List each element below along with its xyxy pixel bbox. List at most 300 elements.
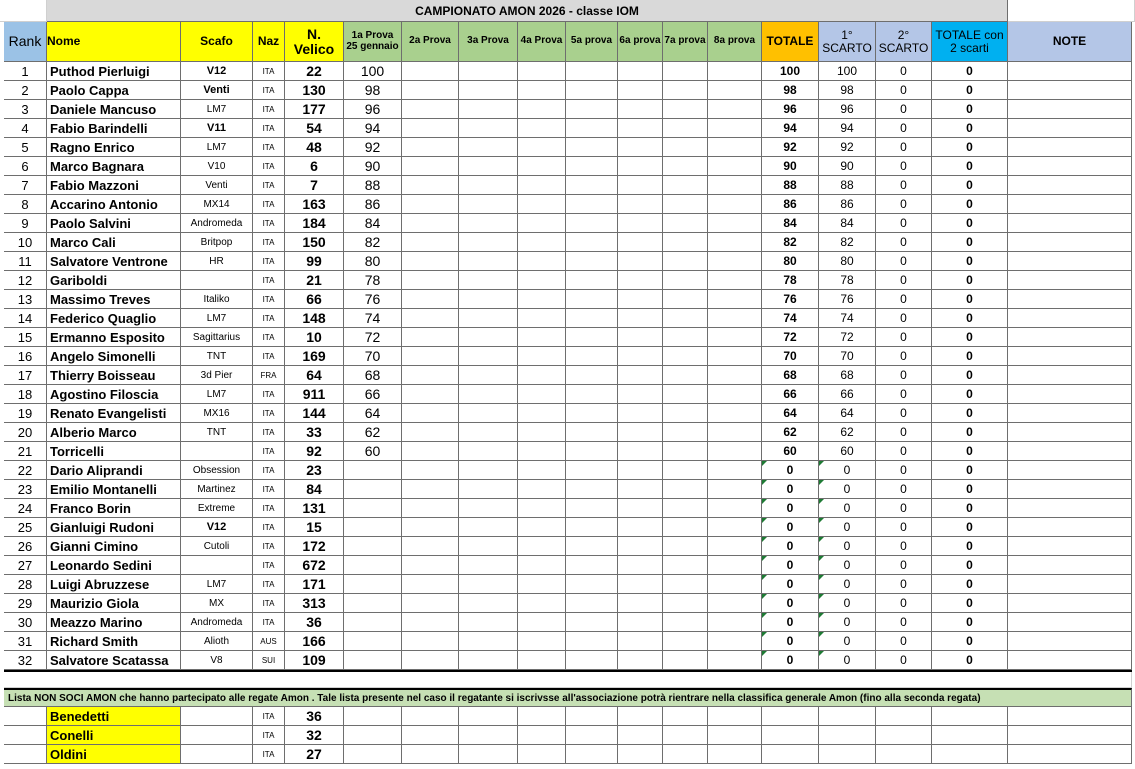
non-soci-hull-cell [181, 726, 253, 745]
prova-2-cell [402, 271, 459, 290]
header-totale-2-scarti [932, 22, 1008, 62]
sail-number-cell: 172 [285, 537, 344, 556]
name-cell: Leonardo Sedini [47, 556, 181, 575]
prova-8-cell [708, 556, 762, 575]
prova-6-cell [618, 347, 663, 366]
prova-6-cell [618, 138, 663, 157]
note-cell [1008, 613, 1132, 632]
prova-8-cell [708, 537, 762, 556]
note-cell [1008, 632, 1132, 651]
non-soci-sail-number-cell: 27 [285, 745, 344, 764]
non-soci-sail-number-cell: 32 [285, 726, 344, 745]
scarto-2-cell: 0 [876, 575, 932, 594]
totale-cell: 100 [762, 62, 819, 81]
prova-1-cell: 82 [344, 233, 402, 252]
non-soci-scarto-1-cell [819, 726, 876, 745]
prova-7-cell [663, 366, 708, 385]
note-cell [1008, 252, 1132, 271]
title-row-empty-cell [1008, 0, 1135, 22]
scarto-1-cell: 0 [819, 575, 876, 594]
prova-1-cell: 84 [344, 214, 402, 233]
prova-1-cell [344, 518, 402, 537]
totale-2-scarti-cell: 0 [932, 119, 1008, 138]
prova-2-cell [402, 119, 459, 138]
prova-2-cell [402, 252, 459, 271]
hull-cell: Alioth [181, 632, 253, 651]
scarto-1-cell: 68 [819, 366, 876, 385]
totale-cell: 66 [762, 385, 819, 404]
prova-7-cell [663, 119, 708, 138]
scarto-2-cell: 0 [876, 423, 932, 442]
name-cell: Daniele Mancuso [47, 100, 181, 119]
scarto-1-cell: 0 [819, 613, 876, 632]
rank-cell: 14 [4, 309, 47, 328]
prova-4-cell [518, 138, 566, 157]
prova-3-cell [459, 138, 518, 157]
totale-2-scarti-cell: 0 [932, 461, 1008, 480]
prova-8-cell [708, 461, 762, 480]
totale-2-scarti-cell: 0 [932, 252, 1008, 271]
scarto-1-cell: 0 [819, 499, 876, 518]
hull-cell: Cutoli [181, 537, 253, 556]
naz-cell: ITA [253, 195, 285, 214]
naz-cell: ITA [253, 309, 285, 328]
prova-3-cell [459, 499, 518, 518]
name-cell: Massimo Treves [47, 290, 181, 309]
prova-4-cell [518, 518, 566, 537]
scarto-1-cell: 94 [819, 119, 876, 138]
prova-7-cell [663, 214, 708, 233]
rank-cell: 26 [4, 537, 47, 556]
prova-4-cell [518, 575, 566, 594]
scarto-2-cell: 0 [876, 499, 932, 518]
naz-cell: ITA [253, 81, 285, 100]
prova-5-cell [566, 100, 618, 119]
header-scarto-2-line-2: SCARTO [878, 40, 929, 55]
note-cell [1008, 176, 1132, 195]
name-cell: Paolo Cappa [47, 81, 181, 100]
rank-cell: 30 [4, 613, 47, 632]
non-soci-prova-5-cell [566, 745, 618, 764]
prova-3-cell [459, 632, 518, 651]
prova-6-cell [618, 176, 663, 195]
totale-cell: 0 [762, 499, 819, 518]
sail-number-cell: 184 [285, 214, 344, 233]
rank-cell: 12 [4, 271, 47, 290]
non-soci-prova-3-cell [459, 726, 518, 745]
header-scarto-1-line-2: SCARTO [822, 40, 872, 55]
hull-cell: Venti [181, 176, 253, 195]
hull-cell: Venti [181, 81, 253, 100]
sail-number-cell: 36 [285, 613, 344, 632]
prova-7-cell [663, 176, 708, 195]
prova-4-cell [518, 404, 566, 423]
prova-4-cell [518, 328, 566, 347]
scarto-2-cell: 0 [876, 138, 932, 157]
hull-cell [181, 271, 253, 290]
sail-number-cell: 144 [285, 404, 344, 423]
prova-4-cell [518, 499, 566, 518]
prova-7-cell [663, 81, 708, 100]
non-soci-prova-7-cell [663, 745, 708, 764]
prova-7-cell [663, 347, 708, 366]
non-soci-prova-2-cell [402, 707, 459, 726]
scarto-1-cell: 60 [819, 442, 876, 461]
header-prova-6 [618, 22, 663, 62]
rank-cell: 32 [4, 651, 47, 670]
prova-3-cell [459, 613, 518, 632]
name-cell: Renato Evangelisti [47, 404, 181, 423]
prova-2-cell [402, 499, 459, 518]
prova-8-cell [708, 347, 762, 366]
non-soci-totale-2-scarti-cell [932, 726, 1008, 745]
scarto-2-cell: 0 [876, 480, 932, 499]
prova-4-cell [518, 195, 566, 214]
name-cell: Marco Cali [47, 233, 181, 252]
prova-7-cell [663, 252, 708, 271]
totale-cell: 0 [762, 518, 819, 537]
scarto-1-cell: 98 [819, 81, 876, 100]
prova-5-cell [566, 499, 618, 518]
name-cell: Paolo Salvini [47, 214, 181, 233]
prova-6-cell [618, 233, 663, 252]
prova-5-cell [566, 214, 618, 233]
prova-5-cell [566, 537, 618, 556]
prova-4-cell [518, 423, 566, 442]
prova-8-cell [708, 157, 762, 176]
scarto-2-cell: 0 [876, 290, 932, 309]
prova-1-cell [344, 651, 402, 670]
scarto-1-cell: 0 [819, 537, 876, 556]
scarto-1-cell: 96 [819, 100, 876, 119]
prova-7-cell [663, 594, 708, 613]
prova-2-cell [402, 366, 459, 385]
prova-8-cell [708, 499, 762, 518]
totale-2-scarti-cell: 0 [932, 328, 1008, 347]
prova-1-cell: 80 [344, 252, 402, 271]
prova-1-cell: 100 [344, 62, 402, 81]
header-prova-1-line-1: 1a Prova [351, 30, 394, 41]
totale-2-scarti-cell: 0 [932, 480, 1008, 499]
scarto-2-cell: 0 [876, 252, 932, 271]
totale-2-scarti-cell: 0 [932, 575, 1008, 594]
totale-cell: 70 [762, 347, 819, 366]
prova-4-cell [518, 556, 566, 575]
prova-1-cell: 74 [344, 309, 402, 328]
prova-8-cell [708, 62, 762, 81]
prova-5-cell [566, 404, 618, 423]
rank-cell: 23 [4, 480, 47, 499]
prova-5-cell [566, 309, 618, 328]
prova-8-cell [708, 328, 762, 347]
non-soci-note-cell [1008, 745, 1132, 764]
rank-cell: 19 [4, 404, 47, 423]
scarto-1-cell: 70 [819, 347, 876, 366]
non-soci-naz-cell: ITA [253, 726, 285, 745]
non-soci-hull-cell [181, 707, 253, 726]
header-scarto-1-line-1: 1° [841, 27, 853, 42]
prova-5-cell [566, 252, 618, 271]
totale-cell: 82 [762, 233, 819, 252]
prova-3-cell [459, 290, 518, 309]
scarto-1-cell: 0 [819, 480, 876, 499]
prova-8-cell [708, 290, 762, 309]
non-soci-note-cell [1008, 726, 1132, 745]
prova-7-cell [663, 195, 708, 214]
rank-cell: 8 [4, 195, 47, 214]
prova-8-cell [708, 100, 762, 119]
naz-cell: ITA [253, 423, 285, 442]
sail-number-cell: 7 [285, 176, 344, 195]
prova-5-cell [566, 575, 618, 594]
totale-cell: 0 [762, 480, 819, 499]
header-totale-2-scarti-line-1: TOTALE con [935, 27, 1004, 42]
prova-3-cell [459, 252, 518, 271]
prova-2-cell [402, 613, 459, 632]
prova-3-cell [459, 347, 518, 366]
prova-5-cell [566, 328, 618, 347]
naz-cell: ITA [253, 328, 285, 347]
prova-1-cell [344, 537, 402, 556]
non-soci-scarto-1-cell [819, 707, 876, 726]
prova-4-cell [518, 594, 566, 613]
scarto-2-cell: 0 [876, 632, 932, 651]
rank-cell: 3 [4, 100, 47, 119]
totale-cell: 84 [762, 214, 819, 233]
naz-cell: ITA [253, 480, 285, 499]
prova-8-cell [708, 613, 762, 632]
rank-cell: 9 [4, 214, 47, 233]
header-totale-2-scarti-line-2: 2 scarti [950, 40, 989, 55]
scarto-2-cell: 0 [876, 119, 932, 138]
prova-2-cell [402, 176, 459, 195]
scarto-2-cell: 0 [876, 556, 932, 575]
prova-5-cell [566, 480, 618, 499]
hull-cell: LM7 [181, 100, 253, 119]
prova-5-cell [566, 176, 618, 195]
sail-number-cell: 99 [285, 252, 344, 271]
sail-number-cell: 169 [285, 347, 344, 366]
header-prova-1-line-2: 25 gennaio [346, 40, 399, 52]
totale-2-scarti-cell: 0 [932, 81, 1008, 100]
hull-cell: V11 [181, 119, 253, 138]
sheet-title: CAMPIONATO AMON 2026 - classe IOM [47, 0, 1008, 22]
name-cell: Accarino Antonio [47, 195, 181, 214]
sail-number-cell: 109 [285, 651, 344, 670]
name-cell: Thierry Boisseau [47, 366, 181, 385]
note-cell [1008, 100, 1132, 119]
note-cell [1008, 195, 1132, 214]
totale-2-scarti-cell: 0 [932, 404, 1008, 423]
sail-number-cell: 64 [285, 366, 344, 385]
non-soci-prova-7-cell [663, 707, 708, 726]
totale-2-scarti-cell: 0 [932, 138, 1008, 157]
name-cell: Franco Borin [47, 499, 181, 518]
prova-6-cell [618, 385, 663, 404]
note-cell [1008, 518, 1132, 537]
prova-6-cell [618, 461, 663, 480]
name-cell: Gianluigi Rudoni [47, 518, 181, 537]
non-soci-scarto-1-cell [819, 745, 876, 764]
prova-8-cell [708, 632, 762, 651]
header-scarto-1 [819, 22, 876, 62]
prova-7-cell [663, 62, 708, 81]
prova-4-cell [518, 62, 566, 81]
prova-3-cell [459, 62, 518, 81]
hull-cell: LM7 [181, 385, 253, 404]
scarto-1-cell: 0 [819, 651, 876, 670]
prova-4-cell [518, 214, 566, 233]
hull-cell: Italiko [181, 290, 253, 309]
naz-cell: ITA [253, 499, 285, 518]
prova-1-cell: 76 [344, 290, 402, 309]
prova-4-cell [518, 309, 566, 328]
prova-6-cell [618, 214, 663, 233]
prova-1-cell [344, 461, 402, 480]
non-soci-name-cell: Conelli [47, 726, 181, 745]
totale-2-scarti-cell: 0 [932, 613, 1008, 632]
prova-5-cell [566, 461, 618, 480]
prova-1-cell: 96 [344, 100, 402, 119]
non-soci-prova-4-cell [518, 726, 566, 745]
note-cell [1008, 119, 1132, 138]
totale-2-scarti-cell: 0 [932, 385, 1008, 404]
name-cell: Fabio Barindelli [47, 119, 181, 138]
non-soci-rank-cell [4, 707, 47, 726]
name-cell: Angelo Simonelli [47, 347, 181, 366]
naz-cell: ITA [253, 62, 285, 81]
non-soci-name-cell: Oldini [47, 745, 181, 764]
scarto-2-cell: 0 [876, 613, 932, 632]
rank-cell: 2 [4, 81, 47, 100]
prova-6-cell [618, 366, 663, 385]
prova-6-cell [618, 100, 663, 119]
prova-1-cell [344, 556, 402, 575]
sail-number-cell: 171 [285, 575, 344, 594]
prova-6-cell [618, 518, 663, 537]
rank-cell: 15 [4, 328, 47, 347]
prova-3-cell [459, 119, 518, 138]
rank-cell: 31 [4, 632, 47, 651]
prova-1-cell [344, 594, 402, 613]
scarto-1-cell: 88 [819, 176, 876, 195]
prova-4-cell [518, 119, 566, 138]
non-soci-prova-5-cell [566, 726, 618, 745]
rank-cell: 13 [4, 290, 47, 309]
scarto-1-cell: 76 [819, 290, 876, 309]
prova-1-cell: 98 [344, 81, 402, 100]
prova-2-cell [402, 594, 459, 613]
prova-8-cell [708, 404, 762, 423]
prova-1-cell: 72 [344, 328, 402, 347]
scarto-1-cell: 84 [819, 214, 876, 233]
hull-cell: Obsession [181, 461, 253, 480]
totale-2-scarti-cell: 0 [932, 233, 1008, 252]
non-soci-note-cell [1008, 707, 1132, 726]
prova-5-cell [566, 613, 618, 632]
prova-6-cell [618, 404, 663, 423]
prova-4-cell [518, 613, 566, 632]
prova-4-cell [518, 442, 566, 461]
prova-1-cell: 94 [344, 119, 402, 138]
note-cell [1008, 290, 1132, 309]
rank-cell: 21 [4, 442, 47, 461]
non-soci-scarto-2-cell [876, 745, 932, 764]
non-soci-rank-cell [4, 726, 47, 745]
prova-5-cell [566, 233, 618, 252]
prova-8-cell [708, 81, 762, 100]
prova-7-cell [663, 423, 708, 442]
rank-cell: 11 [4, 252, 47, 271]
prova-1-cell: 70 [344, 347, 402, 366]
name-cell: Maurizio Giola [47, 594, 181, 613]
prova-4-cell [518, 157, 566, 176]
naz-cell: SUI [253, 651, 285, 670]
non-soci-prova-1-cell [344, 707, 402, 726]
header-prova-8 [708, 22, 762, 62]
prova-8-cell [708, 480, 762, 499]
prova-7-cell [663, 309, 708, 328]
non-soci-prova-2-cell [402, 726, 459, 745]
prova-5-cell [566, 290, 618, 309]
non-soci-prova-4-cell [518, 707, 566, 726]
prova-3-cell [459, 461, 518, 480]
scarto-2-cell: 0 [876, 347, 932, 366]
scarto-1-cell: 0 [819, 556, 876, 575]
note-cell [1008, 575, 1132, 594]
prova-5-cell [566, 138, 618, 157]
hull-cell: Extreme [181, 499, 253, 518]
sail-number-cell: 33 [285, 423, 344, 442]
prova-2-cell [402, 480, 459, 499]
scarto-1-cell: 0 [819, 518, 876, 537]
note-cell [1008, 461, 1132, 480]
prova-2-cell [402, 556, 459, 575]
totale-2-scarti-cell: 0 [932, 195, 1008, 214]
note-cell [1008, 385, 1132, 404]
totale-cell: 68 [762, 366, 819, 385]
scarto-2-cell: 0 [876, 214, 932, 233]
prova-7-cell [663, 613, 708, 632]
prova-8-cell [708, 233, 762, 252]
header-prova-2 [402, 22, 459, 62]
prova-2-cell [402, 309, 459, 328]
hull-cell [181, 442, 253, 461]
prova-8-cell [708, 252, 762, 271]
totale-cell: 0 [762, 537, 819, 556]
totale-cell: 92 [762, 138, 819, 157]
note-cell [1008, 271, 1132, 290]
prova-7-cell [663, 575, 708, 594]
prova-6-cell [618, 594, 663, 613]
non-soci-prova-6-cell [618, 726, 663, 745]
rank-cell: 5 [4, 138, 47, 157]
prova-7-cell [663, 328, 708, 347]
prova-5-cell [566, 195, 618, 214]
naz-cell: ITA [253, 556, 285, 575]
naz-cell: ITA [253, 537, 285, 556]
note-cell [1008, 214, 1132, 233]
prova-2-cell [402, 575, 459, 594]
scarto-2-cell: 0 [876, 404, 932, 423]
prova-2-cell [402, 347, 459, 366]
prova-7-cell [663, 518, 708, 537]
hull-cell: LM7 [181, 138, 253, 157]
header-nome: Nome [47, 22, 181, 62]
prova-3-cell [459, 423, 518, 442]
rank-cell: 24 [4, 499, 47, 518]
note-cell [1008, 423, 1132, 442]
